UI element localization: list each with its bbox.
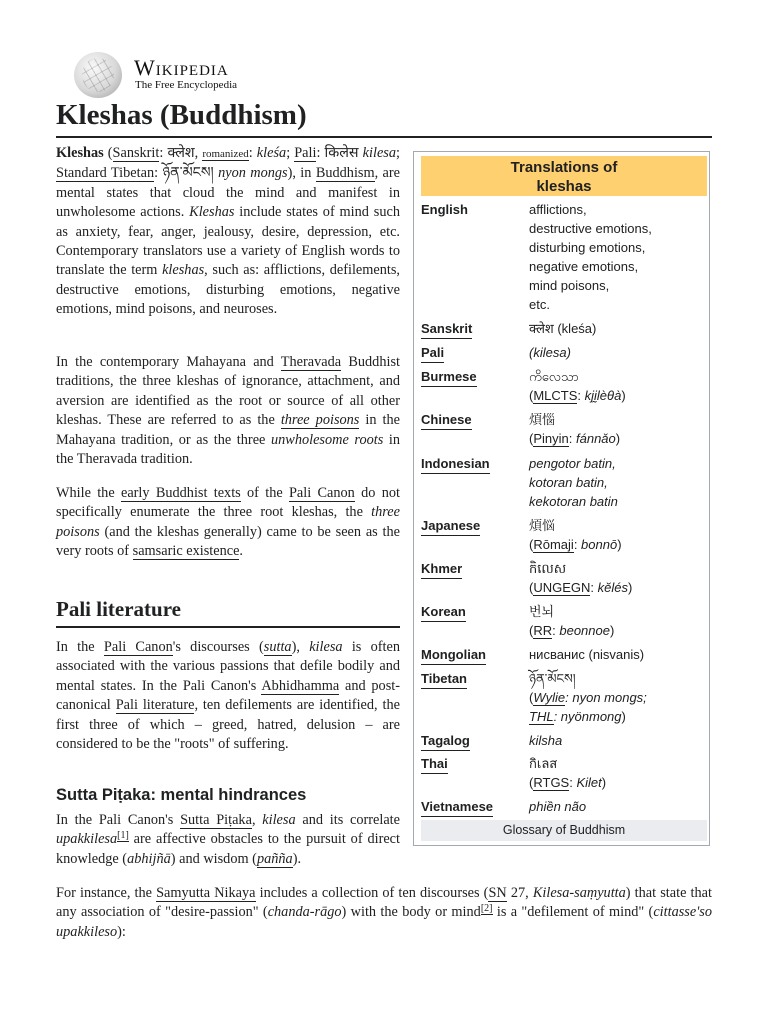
pali-literature-link[interactable]: Pali literature	[115, 697, 195, 714]
abhidhamma-link[interactable]: Abhidhamma	[261, 677, 340, 694]
theravada-link[interactable]: Theravada	[280, 354, 342, 370]
citation-1-link[interactable]: [1]	[117, 829, 129, 841]
sutta-pitaka-link[interactable]: Sutta Piṭaka	[180, 812, 252, 828]
intro-paragraph-3: While the early Buddhist texts of the Pali Canon do not specifically enumerate the three root kleshas, the three poisons (and the kleshas generally) came to be seen as the very roots of samsaric existence.	[56, 485, 400, 560]
tagline: The Free Encyclopedia	[135, 79, 238, 91]
section-heading-pali-literature: Pali literature	[56, 596, 400, 628]
buddhism-link[interactable]: Buddhism	[315, 165, 375, 182]
sn-link[interactable]: SN	[488, 885, 507, 901]
translations-infobox: Translations of kleshas English afflictions, destructive emotions, disturbing emotions, negative emotions, mind poisons, etc. Sanskrit क्लेश (kleśa) Pali (kilesa) Burmese ကိလေသာ (MLCTS: kjḭlèθà) Chinese 煩惱 (Pinyin: fánnǎo) Indonesian pengotor batin, kotoran batin, kekotoran batin Japanese 煩悩 (Rōmaji: bonnō) Khmer កិលេស (UNGEGN: kĕlés) Korean 번뇌 (RR: beonnoe) Mongolian нисванис (nisvanis) Tibetan ཉོན་མོངས། (Wylie: nyon mongs; THL: nyönmong) Tagalog kilsha Thai กิเลส (RTGS: Kilet) Vietnamese phiền não Glossary of Buddhism	[413, 151, 710, 846]
panna-link[interactable]: pañña	[256, 850, 293, 867]
section-heading-sutta-pitaka: Sutta Piṭaka: mental hindrances	[56, 786, 307, 804]
citation-2-link[interactable]: [2]	[480, 902, 493, 914]
pali-canon-link-2[interactable]: Pali Canon	[103, 639, 173, 655]
page-title: Kleshas (Buddhism)	[56, 96, 712, 138]
samyutta-paragraph: For instance, the Samyutta Nikaya includes a collection of ten discourses (SN 27, Kilesa-saṃyutta) that state that any association of "desire-passion" (chanda-rāgo) with the body or mind[2] is a "defilement of mind" (cittasse'so upakkileso):	[56, 885, 712, 940]
pali-literature-paragraph: In the Pali Canon's discourses (sutta), kilesa is often associated with the various passions that defile bodily and mental states. In the Pali Canon's Abhidhamma and post-canonical Pali literature, ten defilements are identified, the first three of which – greed, hatred, delusion – are considered to be the "roots" of suffering.	[56, 639, 401, 753]
three-poisons-link[interactable]: three poisons	[280, 412, 360, 429]
sutta-link[interactable]: sutta	[263, 639, 292, 655]
glossary-of-buddhism-link[interactable]: Glossary of Buddhism	[421, 820, 707, 841]
samyutta-nikaya-link[interactable]: Samyutta Nikaya	[156, 885, 256, 901]
sutta-pitaka-paragraph: In the Pali Canon's Sutta Piṭaka, kilesa and its correlate upakkilesa[1] are affective obstacles to the pursuit of direct knowledge (abhijñā) and wisdom (pañña).	[56, 812, 401, 867]
samsaric-existence-link[interactable]: samsaric existence	[132, 543, 240, 560]
standard-tibetan-link[interactable]: Standard Tibetan	[56, 165, 155, 182]
pali-canon-link[interactable]: Pali Canon	[288, 485, 355, 501]
sanskrit-link[interactable]: Sanskrit	[112, 145, 160, 161]
infobox-title: Translations of kleshas	[421, 156, 707, 196]
intro-paragraph-2: In the contemporary Mahayana and Theravada Buddhist traditions, the three kleshas of ignorance, attachment, and aversion are identified as the root or source of all other kleshas. These are referred to as the three poisons in the Mahayana tradition, or as the three unwholesome roots in the Theravada tradition.	[56, 354, 400, 468]
romanized-link[interactable]: romanized	[202, 148, 249, 160]
pali-link[interactable]: Pali	[294, 145, 317, 161]
intro-paragraph-1: Kleshas (Sanskrit: क्लेश, romanized: kleśa; Pali: किलेस kilesa; Standard Tibetan: ཉོན་མོངས། nyon mongs), in Buddhism, are mental states that cloud the mind and manifest in unwholesome actions. Kleshas include states of mind such as anxiety, fear, anger, jealousy, desire, depression, etc. Contemporary translators use a variety of English words to translate the term kleshas, such as: afflictions, defilements, destructive emotions, disturbing emotions, negative emotions, mind poisons, and neuroses.	[56, 145, 401, 318]
wikipedia-wordmark[interactable]: Wikipedia	[134, 55, 229, 80]
wikipedia-globe-logo[interactable]	[74, 52, 122, 98]
early-buddhist-texts-link[interactable]: early Buddhist texts	[120, 485, 241, 501]
